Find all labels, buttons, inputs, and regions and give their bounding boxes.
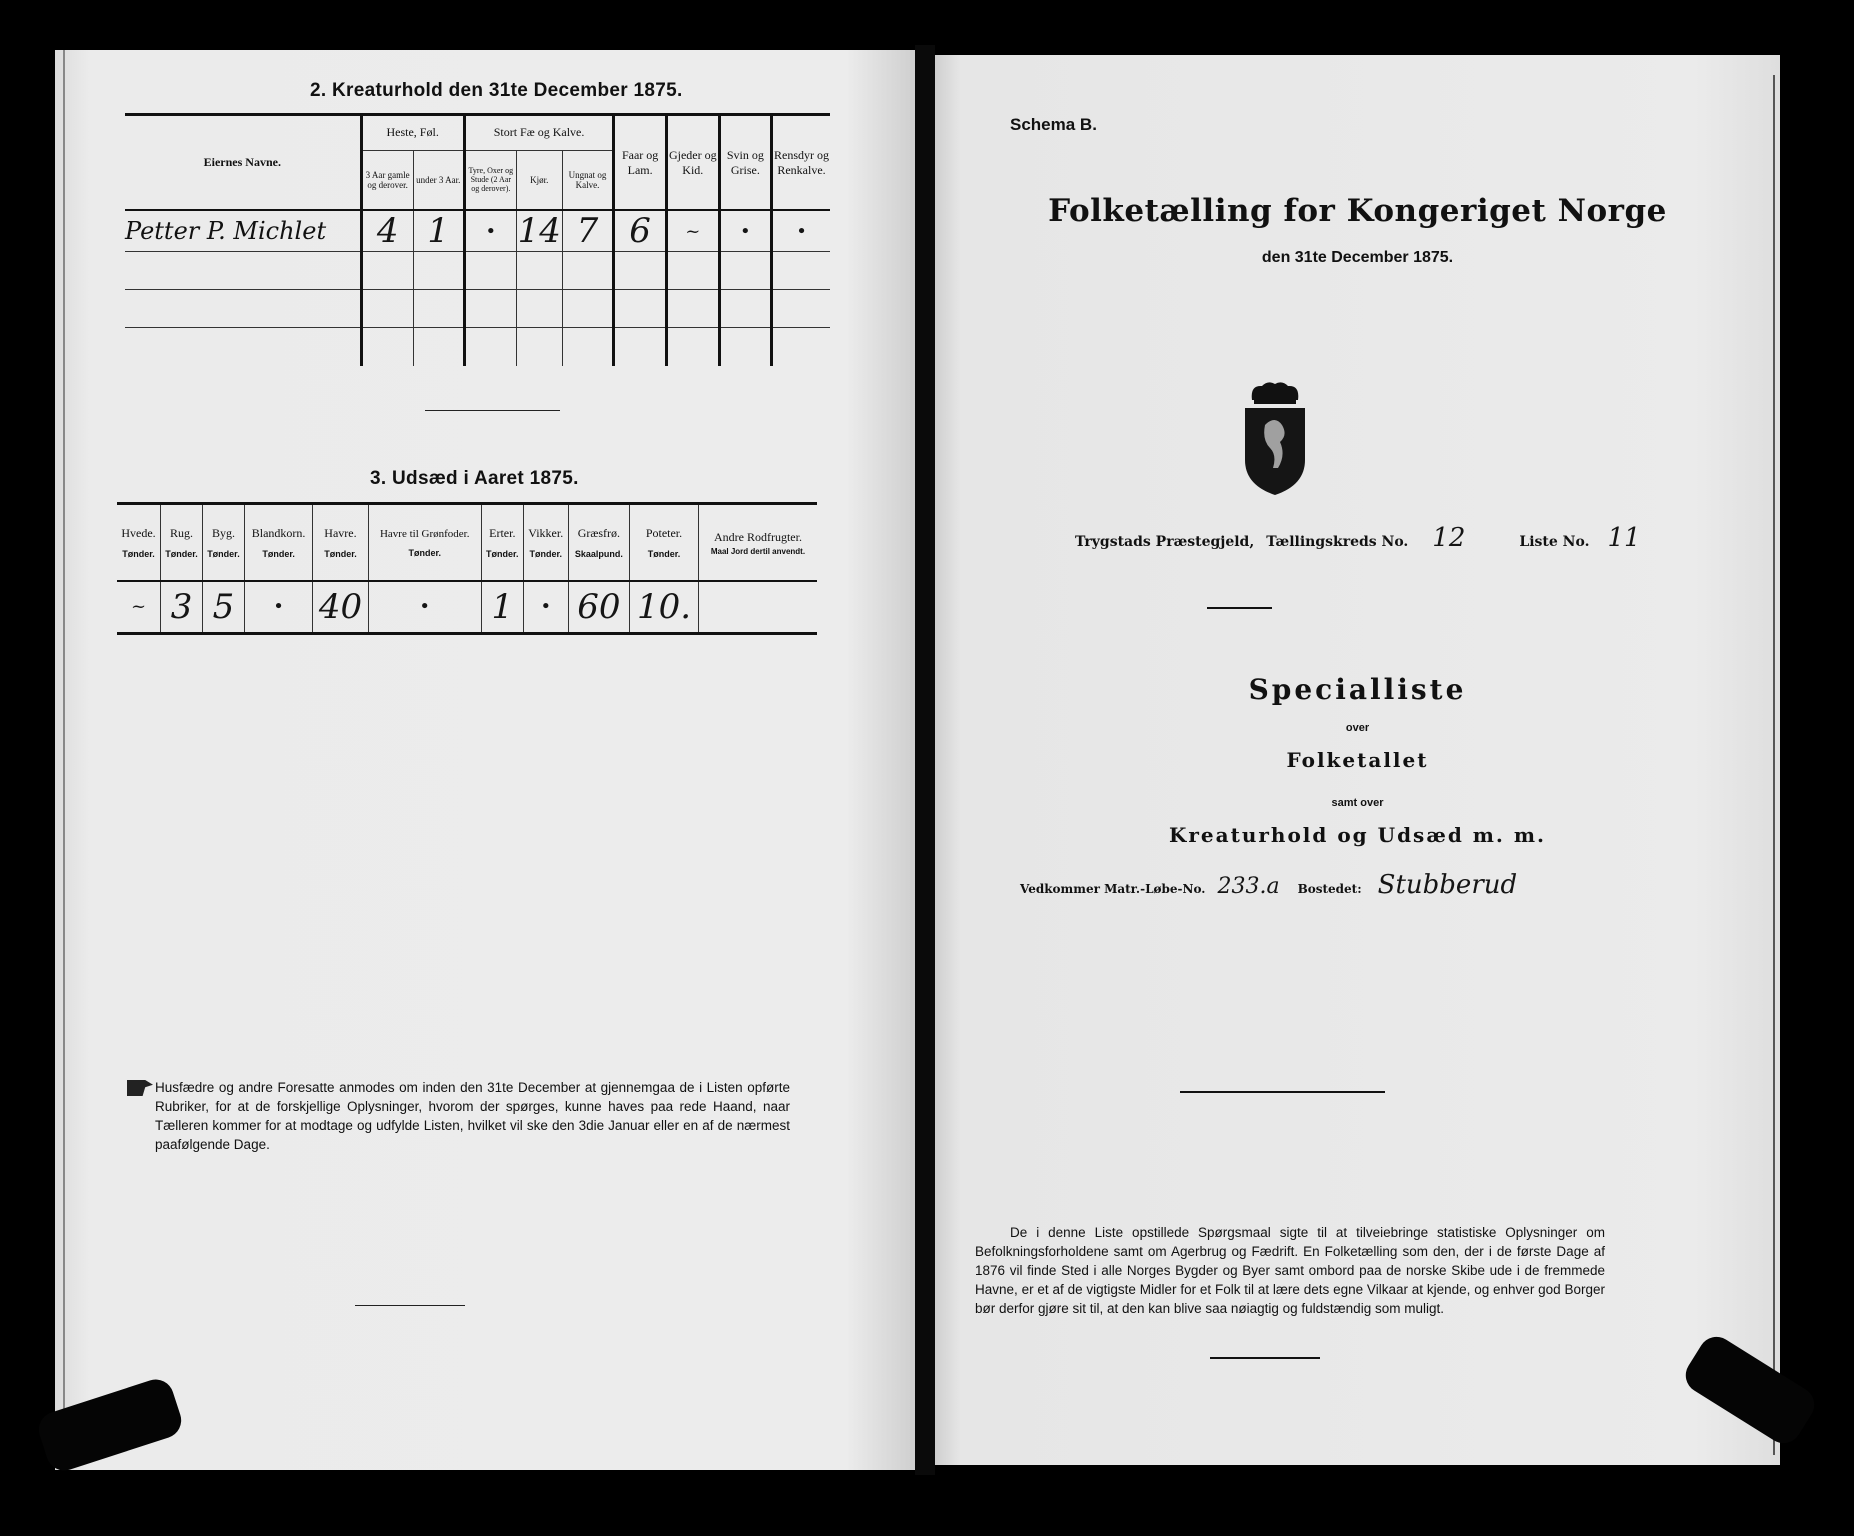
cell: 60 — [568, 581, 629, 633]
col-header: 3 Aar gamle og derover. — [361, 150, 413, 210]
col-header: Vikker. Tønder. — [523, 505, 568, 581]
owner-header: Eiernes Navne. — [125, 116, 361, 210]
cell: • — [368, 581, 481, 633]
book-gutter — [915, 45, 935, 1475]
cell: • — [464, 210, 516, 252]
col-header: Rug. Tønder. — [161, 505, 203, 581]
cell: 14 — [517, 211, 561, 251]
col-header: Gjeder og Kid. — [666, 116, 719, 210]
page-edge — [1773, 75, 1775, 1455]
cell: 40 — [313, 581, 368, 633]
col-header: Svin og Grise. — [719, 116, 771, 210]
cell: 5 — [202, 581, 244, 633]
district-label: Tællingskreds No. — [1266, 534, 1409, 550]
cell: 7 — [562, 210, 614, 252]
cell: • — [719, 210, 771, 252]
coat-of-arms-icon — [1240, 380, 1310, 500]
col-header: Erter. Tønder. — [481, 505, 523, 581]
right-page — [935, 55, 1780, 1465]
col-header: Havre. Tønder. — [313, 505, 368, 581]
livestock-section-title: 2. Kreaturhold den 31te December 1875. — [310, 80, 683, 101]
col-header: Havre til Grønfoder. Tønder. — [368, 505, 481, 581]
col-header: Tyre, Oxer og Stude (2 Aar og derover). — [464, 150, 516, 210]
cattle-group-header: Stort Fæ og Kalve. — [464, 116, 614, 150]
notice-text: Husfædre og andre Foresatte anmodes om inden den 31te December at gjennemgaa de i Listen opførte Rubriker, for at de forskjellige Oplysninger, hvorom der spørges, kunne haves paa rede Haand, naar Tælleren kommer for at modtage og udfylde Listen, hvilket vil ske den 3die Januar eller en af de nærmest paafølgende Dage. — [155, 1080, 790, 1152]
col-header: Byg. Tønder. — [202, 505, 244, 581]
col-header: Rensdyr og Renkalve. — [772, 116, 831, 210]
pointing-hand-icon — [127, 1080, 153, 1096]
over-label: over — [1345, 722, 1370, 734]
bosted-value: Stubberud — [1377, 870, 1518, 900]
cell: 10. — [630, 581, 699, 633]
document-title: Folketælling for Kongeriget Norge — [1048, 193, 1667, 229]
cell: • — [772, 210, 831, 252]
sowing-table — [117, 505, 817, 635]
list-label: Liste No. — [1519, 534, 1590, 550]
district-line — [1075, 523, 1641, 553]
divider — [355, 1305, 465, 1306]
parish-label: Trygstads Præstegjeld, — [1075, 534, 1255, 550]
divider — [425, 410, 560, 411]
sowing-section-title: 3. Udsæd i Aaret 1875. — [370, 468, 579, 489]
col-header: Andre Rodfrugter. Maal Jord dertil anvendt. — [698, 505, 817, 581]
cell: 4 — [361, 210, 413, 252]
divider — [1180, 1091, 1385, 1093]
horses-group-header: Heste, Føl. — [361, 116, 464, 150]
cell: 1 — [413, 210, 464, 252]
col-header: Hvede. Tønder. — [117, 505, 161, 581]
cell: ~ — [666, 210, 719, 252]
schema-label: Schema B. — [1010, 115, 1097, 134]
col-header: Blandkorn. Tønder. — [244, 505, 312, 581]
col-header: Kjør. — [516, 150, 562, 210]
list-number: 11 — [1607, 523, 1641, 553]
property-line — [1020, 870, 1517, 900]
divider — [1207, 607, 1272, 609]
folketallet-heading: Folketallet — [1286, 748, 1429, 772]
specialliste-heading: Specialliste — [1248, 673, 1467, 706]
bosted-label: Bostedet: — [1297, 882, 1362, 896]
owner-name: Petter P. Michlet — [125, 210, 361, 252]
explanation-text: De i denne Liste opstillede Spørgsmaal sigte til at tilveiebringe statistiske Oplysninger om Befolkningsforholdene samt om Agerbrug og Fædrift. En Folketælling som den, der i de første Dage af 1876 vil finde Sted i alle Norges Bygder og Byer samt ombord paa de norske Skibe ude i de fremmede Havne, er et af de vigtigste Midler for et Folk til at lære dets egne Vilkaar at kjende, og enhver god Borger bør derfor gjøre sit til, at den kan blive saa nøiagtig og fuldstændig som muligt. — [975, 1225, 1605, 1316]
divider — [1210, 1357, 1320, 1359]
cell: 1 — [481, 581, 523, 633]
matr-number: 233.a — [1217, 874, 1280, 899]
table-row — [117, 581, 817, 633]
cell: • — [523, 581, 568, 633]
left-page — [55, 50, 915, 1470]
cell: 3 — [161, 581, 203, 633]
cell: 6 — [614, 210, 667, 252]
col-header: Ungnat og Kalve. — [562, 150, 614, 210]
district-number: 12 — [1432, 523, 1466, 553]
cell: ~ — [117, 581, 161, 633]
page-edge — [63, 50, 65, 1470]
livestock-heading: Kreaturhold og Udsæd m. m. — [1169, 823, 1546, 847]
document-subtitle: den 31te December 1875. — [1261, 249, 1454, 266]
col-header: Faar og Lam. — [614, 116, 667, 210]
table-row — [125, 210, 830, 252]
col-header: under 3 Aar. — [413, 150, 464, 210]
samt-over-label: samt over — [1331, 797, 1384, 809]
cell: • — [244, 581, 312, 633]
matr-label: Vedkommer Matr.-Løbe-No. — [1020, 882, 1206, 896]
livestock-table — [125, 116, 830, 366]
col-header: Poteter. Tønder. — [630, 505, 699, 581]
cell — [698, 581, 817, 633]
col-header: Græsfrø. Skaalpund. — [568, 505, 629, 581]
